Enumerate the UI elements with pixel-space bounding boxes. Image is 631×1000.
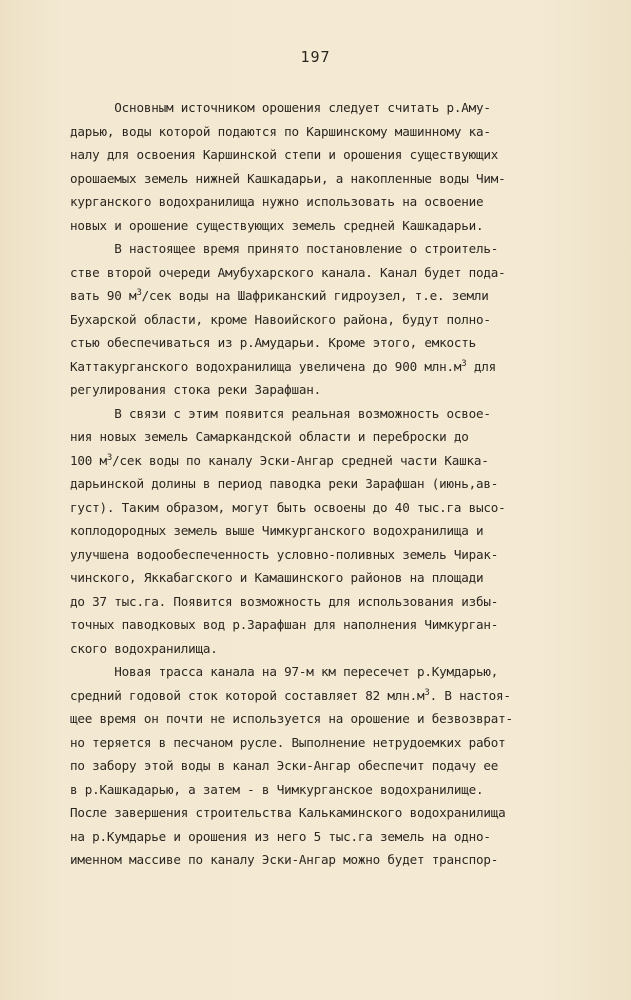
text-line: средний годовой сток которой составляет 82 $млн.м^3$. В настоя- [70,687,511,703]
text-line: курганского водохранилища нужно использовать на освоение [70,194,484,209]
body-text [70,96,575,872]
text-line: стве второй очереди Амубухарского канала. Канал будет пода- [70,264,506,280]
text-line: Каттакурганского водохранилища увеличена до 900 $млн.м^3$ для [70,358,497,374]
text-line: дарью, воды которой подаются по Каршинскому машинному ка- [70,123,491,139]
page-number: 197 [300,48,331,66]
text-line: именном массиве по каналу Эски-Ангар можно будет транспор- [70,852,499,867]
text-line: После завершения строительства Калькаминского водохранилища [70,805,506,820]
text-line: новых и орошение существующих земель средней Кашкадарьи. [70,217,484,233]
text-line: Новая трасса канала на 97-м км пересечет р.Кумдарью, [70,664,499,679]
text-line: на р.Кумдарье и орошения из него 5 тыс.га земель на одно- [70,828,491,844]
text-line: ского водохранилища. [70,640,218,656]
text-line: густ). Таким образом, могут быть освоены до 40 тыс.га высо- [70,499,506,515]
text-line: стью обеспечиваться из р.Амударьи. Кроме этого, емкость [70,335,477,350]
text-line: В связи с этим появится реальная возможность освое- [70,405,491,421]
text-line: 100 $м^3$/сек воды по каналу Эски-Ангар средней части Кашка- [70,452,489,468]
text-line: по забору этой воды в канал Эски-Ангар обеспечит подачу ее [70,758,499,773]
text-line: регулирования стока реки Зарафшан. [70,382,321,397]
text-line: дарьинской долины в период паводка реки Зарафшан (июнь,ав- [70,476,499,491]
text-line: но теряется в песчаном русле. Выполнение нетрудоемких работ [70,734,506,750]
text-line: Основным источником орошения следует считать р.Аму- [70,100,491,115]
text-line: коплодородных земель выше Чимкурганского водохранилища и [70,523,484,538]
text-line: до 37 тыс.га. Появится возможность для использования избы- [70,593,499,609]
text-line: налу для освоения Каршинской степи и орошения существующих [70,147,499,162]
text-line: орошаемых земель нижней Кашкадарьи, а накопленные воды Чим- [70,170,506,186]
text-line: вать 90 $м^3$/сек воды на Шафриканский гидроузел, т.е. земли [70,288,489,303]
text-line: щее время он почти не используется на орошение и безвозврат- [70,711,513,726]
text-line: ния новых земель Самаркандской области и переброски до [70,429,469,444]
text-line: точных паводковых вод р.Зарафшан для наполнения Чимкурган- [70,617,499,632]
text-line: улучшена водообеспеченность условно-поливных земель Чирак- [70,546,499,562]
text-line: В настоящее время принято постановление о строитель- [70,241,499,256]
text-line: Бухарской области, кроме Навоийского района, будут полно- [70,311,491,327]
text-line: чинского, Яккабагского и Камашинского районов на площади [70,570,484,585]
text-line: в р.Кашкадарью, а затем - в Чимкурганское водохранилище. [70,781,484,797]
